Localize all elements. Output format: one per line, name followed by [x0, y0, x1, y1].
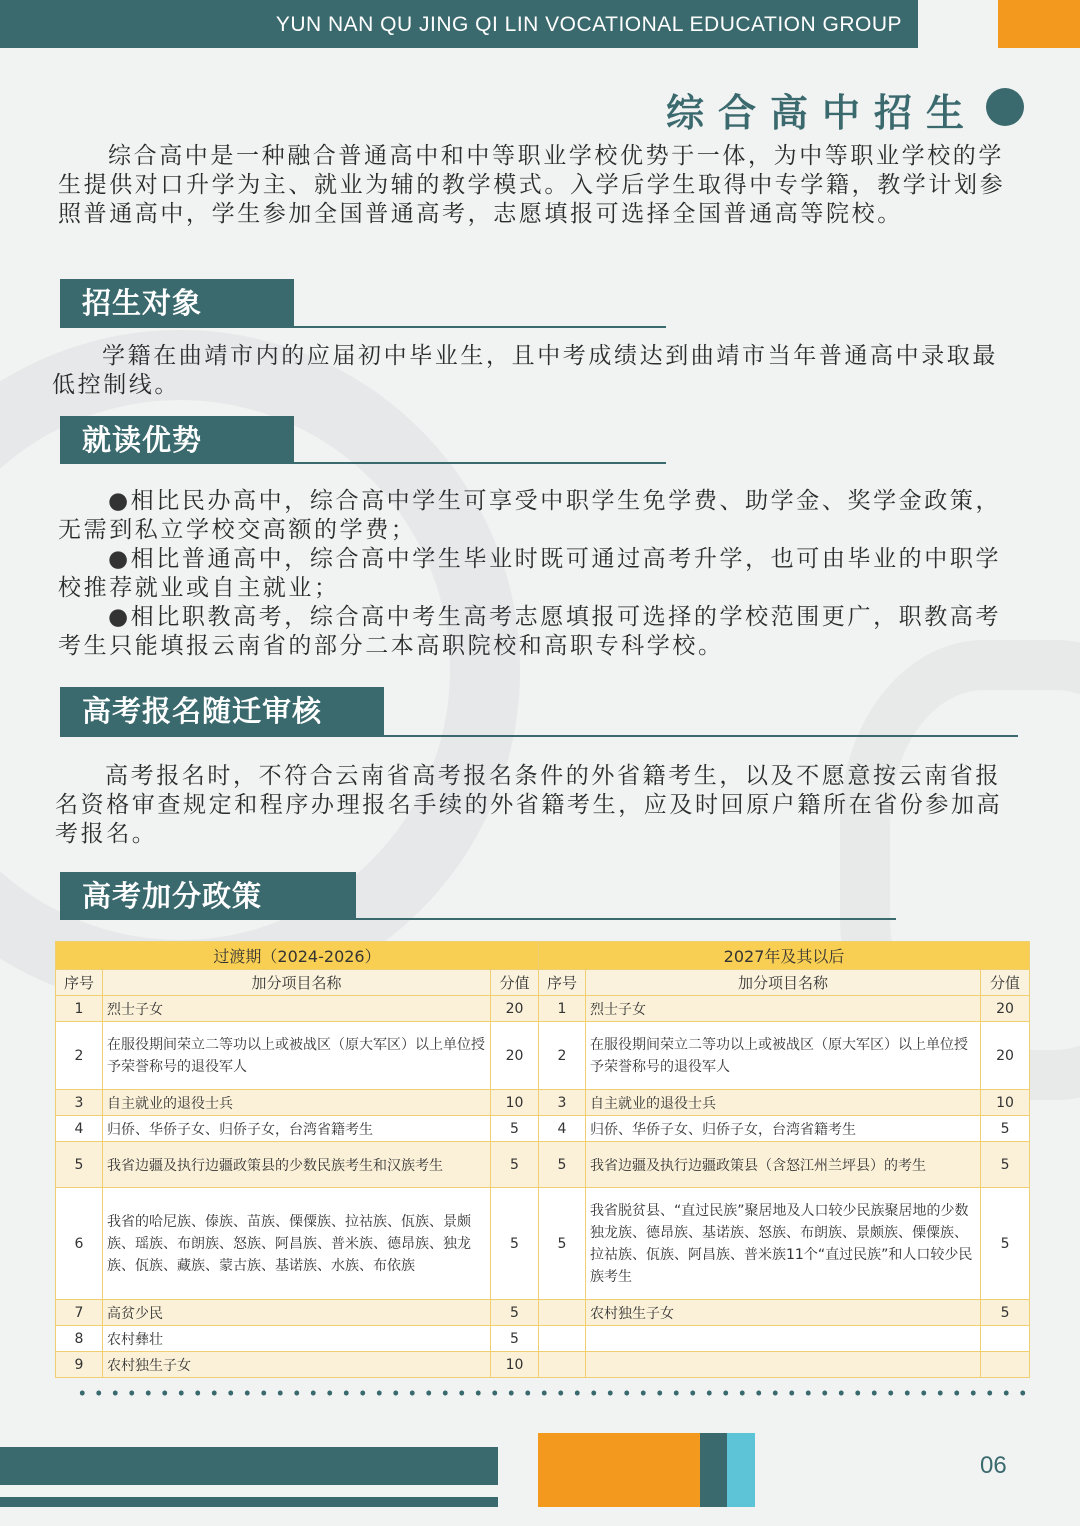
- footer-accent-cyan: [727, 1433, 755, 1507]
- cell-name: 农村独生子女: [586, 1300, 981, 1326]
- cell-name: 自主就业的退役士兵: [586, 1090, 981, 1116]
- cell-score: 5: [491, 1142, 539, 1188]
- cell-name: 我省边疆及执行边疆政策县的少数民族考生和汉族考生: [103, 1142, 491, 1188]
- cell-score: [981, 1352, 1030, 1378]
- col-header-score: 分值: [981, 970, 1030, 996]
- col-header-no: 序号: [56, 970, 103, 996]
- cell-name: 在服役期间荣立二等功以上或被战区（原大军区）以上单位授予荣誉称号的退役军人: [586, 1022, 981, 1090]
- cell-name: 在服役期间荣立二等功以上或被战区（原大军区）以上单位授予荣誉称号的退役军人: [103, 1022, 491, 1090]
- cell-score: 5: [491, 1326, 539, 1352]
- col-header-name: 加分项目名称: [586, 970, 981, 996]
- section-underline: [60, 735, 1018, 737]
- bonus-policy-table: [55, 941, 1030, 1378]
- cell-score: 20: [981, 1022, 1030, 1090]
- cell-score: 20: [981, 996, 1030, 1022]
- table-row: [56, 1022, 1030, 1090]
- advantage-item: [58, 487, 1020, 545]
- left-period-title: 过渡期（2024-2026）: [56, 942, 539, 970]
- right-period-title: 2027年及其以后: [539, 942, 1030, 970]
- section-heading-bonus-policy: 高考加分政策: [60, 872, 356, 920]
- advantage-text: 相比普通高中，综合高中学生毕业时既可通过高考升学，也可由毕业的中职学校推荐就业或自主就业；: [58, 546, 1002, 601]
- title-dot-icon: [986, 88, 1024, 126]
- table-row: [56, 1188, 1030, 1300]
- cell-name: [586, 1326, 981, 1352]
- section-heading-registration-review: 高考报名随迁审核: [60, 687, 384, 735]
- table-header-row: [56, 942, 1030, 970]
- footer-accent-teal: [700, 1433, 727, 1507]
- cell-score: 5: [981, 1116, 1030, 1142]
- bullet-icon: ●: [108, 546, 131, 572]
- cell-score: 10: [491, 1090, 539, 1116]
- registration-review-text: 高考报名时，不符合云南省高考报名条件的外省籍考生，以及不愿意按云南省报名资格审查规定和程序办理报名手续的外省籍考生，应及时回原户籍所在省份参加高考报名。: [55, 763, 1003, 847]
- enrollment-target-text: 学籍在曲靖市内的应届初中毕业生，且中考成绩达到曲靖市当年普通高中录取最低控制线。: [52, 343, 998, 398]
- cell-score: [981, 1326, 1030, 1352]
- cell-name: 我省边疆及执行边疆政策县（含怒江州兰坪县）的考生: [586, 1142, 981, 1188]
- cell-no: 4: [539, 1116, 586, 1142]
- col-header-no: 序号: [539, 970, 586, 996]
- section-underline: [60, 918, 896, 920]
- cell-no: 8: [56, 1326, 103, 1352]
- cell-name: 农村独生子女: [103, 1352, 491, 1378]
- bullet-icon: ●: [108, 604, 131, 630]
- advantage-text: 相比职教高考，综合高中考生高考志愿填报可选择的学校范围更广，职教高考考生只能填报云南省的部分二本高职院校和高职专科学校。: [58, 604, 1002, 659]
- cell-no: [539, 1352, 586, 1378]
- advantage-item: [58, 603, 1020, 661]
- cell-no: 2: [539, 1022, 586, 1090]
- table-row: [56, 1326, 1030, 1352]
- cell-no: 3: [539, 1090, 586, 1116]
- cell-score: 5: [491, 1300, 539, 1326]
- cell-name: 归侨、华侨子女、归侨子女，台湾省籍考生: [103, 1116, 491, 1142]
- cell-score: 5: [981, 1142, 1030, 1188]
- cell-name: 我省的哈尼族、傣族、苗族、傈僳族、拉祜族、佤族、景颇族、瑶族、布朗族、怒族、阿昌族、普米族、德昂族、独龙族、佤族、藏族、蒙古族、基诺族、水族、布依族: [103, 1188, 491, 1300]
- cell-no: 5: [539, 1188, 586, 1300]
- cell-name: 烈士子女: [103, 996, 491, 1022]
- cell-no: 6: [56, 1188, 103, 1300]
- section-underline: [60, 462, 666, 464]
- cell-score: 20: [491, 1022, 539, 1090]
- cell-score: 5: [981, 1188, 1030, 1300]
- table-row: [56, 1352, 1030, 1378]
- cell-name: 我省脱贫县、“直过民族”聚居地及人口较少民族聚居地的少数独龙族、德昂族、基诺族、怒族、布朗族、景颇族、傈僳族、拉祜族、佤族、阿昌族、普米族11个“直过民族”和人口较少民族考生: [586, 1188, 981, 1300]
- table-row: [56, 996, 1030, 1022]
- table-row: [56, 1300, 1030, 1326]
- section-heading-advantages: 就读优势: [60, 416, 294, 464]
- page-number: 06: [980, 1452, 1007, 1479]
- cell-no: [539, 1300, 586, 1326]
- bullet-icon: ●: [108, 488, 131, 514]
- header-banner-text: YUN NAN QU JING QI LIN VOCATIONAL EDUCATION GROUP: [275, 13, 902, 36]
- dotted-divider: [74, 1388, 1034, 1398]
- cell-score: 10: [981, 1090, 1030, 1116]
- cell-score: 20: [491, 996, 539, 1022]
- cell-no: 1: [56, 996, 103, 1022]
- intro-paragraph: 综合高中是一种融合普通高中和中等职业学校优势于一体，为中等职业学校的学生提供对口升学为主、就业为辅的教学模式。入学后学生取得中专学籍，教学计划参照普通高中，学生参加全国普通高考，志愿填报可选择全国普通高等院校。: [58, 143, 1006, 227]
- cell-name: 自主就业的退役士兵: [103, 1090, 491, 1116]
- cell-no: 4: [56, 1116, 103, 1142]
- footer-bar: [0, 1447, 498, 1485]
- cell-name: 农村彝壮: [103, 1326, 491, 1352]
- cell-score: 5: [491, 1116, 539, 1142]
- cell-score: 5: [491, 1188, 539, 1300]
- col-header-score: 分值: [491, 970, 539, 996]
- table-row: [56, 1116, 1030, 1142]
- cell-no: 2: [56, 1022, 103, 1090]
- cell-no: 1: [539, 996, 586, 1022]
- footer-accent-orange: [538, 1433, 700, 1507]
- advantage-text: 相比民办高中，综合高中学生可享受中职学生免学费、助学金、奖学金政策，无需到私立学校交高额的学费；: [58, 488, 1002, 543]
- cell-score: 5: [981, 1300, 1030, 1326]
- advantages-list: [58, 487, 1020, 661]
- cell-no: 5: [539, 1142, 586, 1188]
- page-title: 综合高中招生: [665, 91, 978, 135]
- cell-no: 9: [56, 1352, 103, 1378]
- table-column-header-row: [56, 970, 1030, 996]
- section-heading-enrollment-target: 招生对象: [60, 279, 294, 327]
- header-banner: [0, 0, 918, 48]
- cell-name: 归侨、华侨子女、归侨子女，台湾省籍考生: [586, 1116, 981, 1142]
- cell-no: 7: [56, 1300, 103, 1326]
- cell-name: [586, 1352, 981, 1378]
- cell-score: 10: [491, 1352, 539, 1378]
- cell-name: 高贫少民: [103, 1300, 491, 1326]
- advantage-item: [58, 545, 1020, 603]
- cell-no: [539, 1326, 586, 1352]
- cell-no: 3: [56, 1090, 103, 1116]
- col-header-name: 加分项目名称: [103, 970, 491, 996]
- footer-bar-thin: [0, 1497, 498, 1507]
- table-row: [56, 1142, 1030, 1188]
- cell-no: 5: [56, 1142, 103, 1188]
- table-row: [56, 1090, 1030, 1116]
- cell-name: 烈士子女: [586, 996, 981, 1022]
- header-accent-block: [998, 0, 1080, 48]
- section-underline: [60, 326, 666, 328]
